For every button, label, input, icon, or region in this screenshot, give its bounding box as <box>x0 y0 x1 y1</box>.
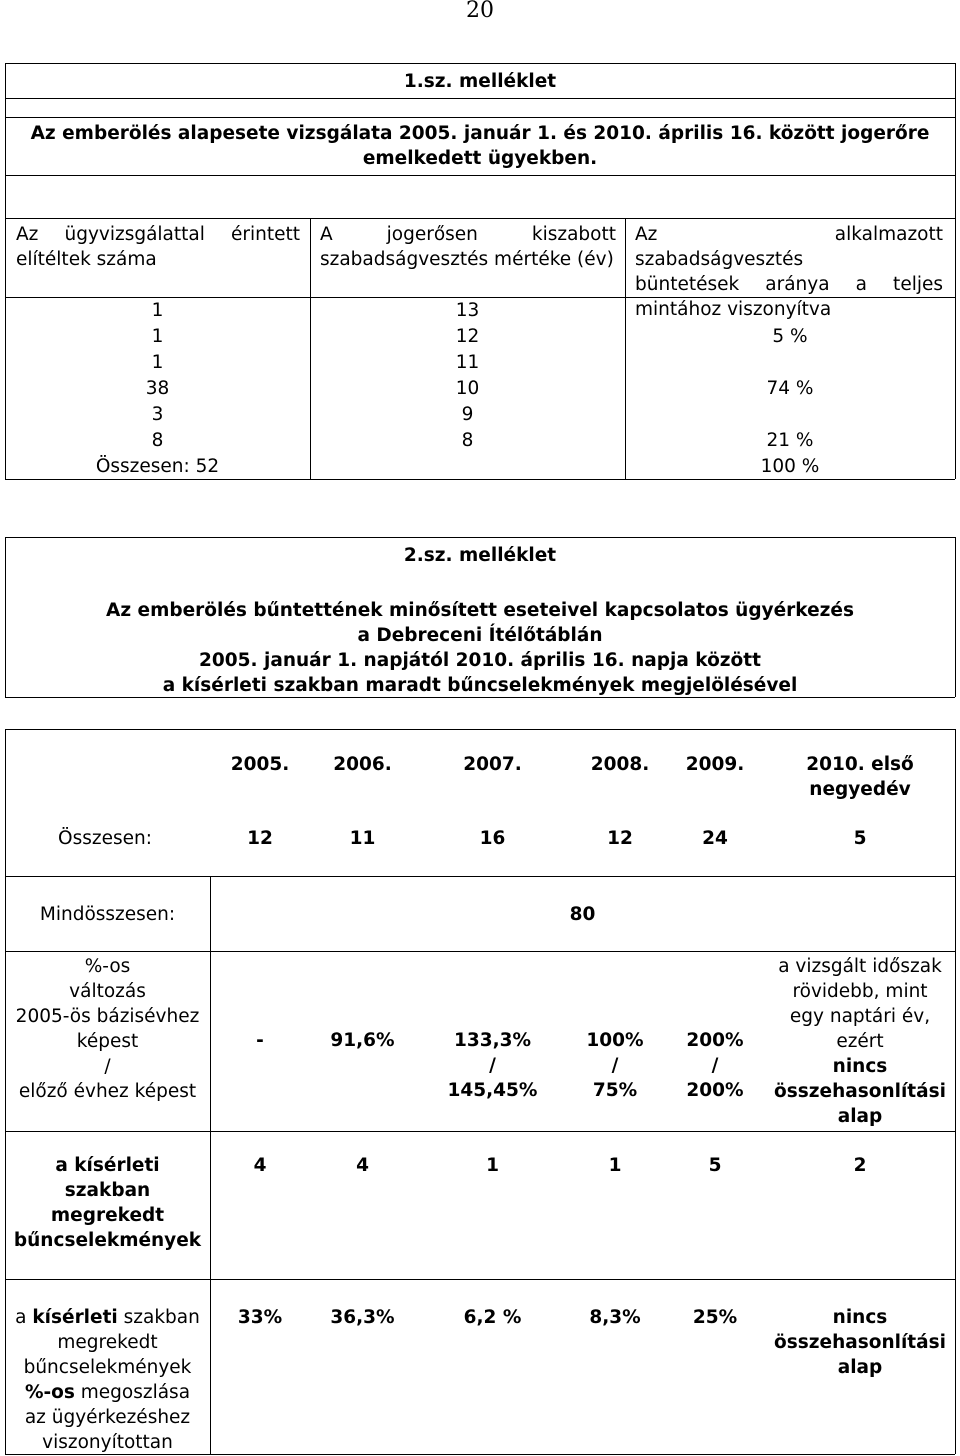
annex1-ratio: 21 % <box>766 430 814 451</box>
share-value: 25% <box>692 1307 738 1328</box>
annex2-heading-line: a Debreceni Ítélőtáblán <box>357 625 603 646</box>
annex1-count: 8 <box>151 430 164 451</box>
annex1-divider <box>5 117 955 118</box>
change-value-2007: 133,3% / 145,45% <box>447 1030 538 1101</box>
annex1-col1-header: Az ügyvizsgálattal érintett elítéltek száma <box>16 224 300 270</box>
annex1-ratio: 74 % <box>766 378 814 399</box>
change-value-2009: 200% / 200% <box>686 1030 744 1101</box>
annex2-row-divider <box>5 1279 955 1280</box>
annex2-row-divider <box>5 1131 955 1132</box>
annex2-right-border <box>955 729 956 1454</box>
year-header: 2008. <box>590 754 650 775</box>
annex1-count: 38 <box>145 378 170 399</box>
attempt-value: 1 <box>608 1155 622 1176</box>
share-value: 8,3% <box>589 1307 641 1328</box>
attempt-value: 4 <box>253 1155 267 1176</box>
annex1-divider <box>5 175 955 176</box>
annex2-heading-line: 2005. január 1. napjától 2010. április 16. napja között <box>199 650 761 671</box>
annex1-count: 1 <box>151 326 164 347</box>
change-note-2010: a vizsgált időszak rövidebb, mint egy naptári év, ezért nincs összehasonlítási alap <box>774 956 946 1127</box>
annex1-total-ratio: 100 % <box>760 456 820 477</box>
total-value: 12 <box>607 828 633 849</box>
share-value: 36,3% <box>330 1307 395 1328</box>
total-value: 16 <box>479 828 506 849</box>
attempt-value: 5 <box>708 1155 722 1176</box>
year-header: 2006. <box>333 754 392 775</box>
page-number: 20 <box>466 0 494 23</box>
annex1-right-border <box>955 63 956 479</box>
annex1-years: 10 <box>455 378 480 399</box>
annex2-top-border <box>5 729 955 730</box>
annex2-heading-line: Az emberölés bűntettének minősített eseteivel kapcsolatos ügyérkezés <box>106 600 854 621</box>
annex2-row-divider <box>5 951 955 952</box>
annex1-years: 13 <box>455 300 480 321</box>
annex2-heading-right-border <box>955 537 956 697</box>
change-value-2005: - <box>256 1030 264 1051</box>
year-header-2010: 2010. első negyedév <box>806 754 914 800</box>
share-value: 33% <box>237 1307 283 1328</box>
year-header: 2009. <box>685 754 745 775</box>
attempt-value: 4 <box>356 1155 369 1176</box>
change-value-2008: 100% / 75% <box>586 1030 644 1101</box>
annex2-row-divider <box>5 876 955 877</box>
annex1-bottom-border <box>5 479 955 480</box>
annex1-years: 12 <box>455 326 480 347</box>
share-note-2010: nincs összehasonlítási alap <box>774 1307 946 1378</box>
share-label: a kísérleti szakban megrekedt bűncselekmények %-os megoszlása az ügyérkezéshez viszonyítottan <box>15 1307 200 1453</box>
annex1-years: 8 <box>461 430 474 451</box>
grand-total-value: 80 <box>569 904 596 925</box>
share-value: 6,2 % <box>463 1307 522 1328</box>
totals-label: Összesen: <box>58 828 152 849</box>
annex1-ratio: 5 % <box>772 326 808 347</box>
annex1-years: 9 <box>461 404 474 425</box>
total-value: 5 <box>853 828 867 849</box>
annex1-col3-header: Az alkalmazott szabadságvesztés büntetések aránya a teljes mintához viszonyítva <box>635 224 943 320</box>
annex2-heading-line: a kísérleti szakban maradt bűncselekmények megjelölésével <box>162 675 798 696</box>
annex2-title: 2.sz. melléklet <box>403 545 557 566</box>
change-value-2006: 91,6% <box>330 1030 395 1051</box>
attempt-label: a kísérleti szakban megrekedt bűncselekmények <box>13 1155 202 1251</box>
annex1-top-border <box>5 63 955 64</box>
total-value: 11 <box>349 828 376 849</box>
total-value: 24 <box>702 828 728 849</box>
grand-total-label: Mindösszesen: <box>39 904 176 925</box>
attempt-value: 1 <box>486 1155 499 1176</box>
change-label: %-os változás 2005-ös bázisévhez képest / előző évhez képest <box>15 956 200 1102</box>
annex1-col2-header: A jogerősen kiszabott szabadságvesztés mértéke (év) <box>320 224 616 270</box>
annex1-title: 1.sz. melléklet <box>403 71 557 92</box>
annex1-subtitle-line2: emelkedett ügyekben. <box>362 148 598 169</box>
attempt-value: 2 <box>853 1155 867 1176</box>
annex1-count: 3 <box>151 404 164 425</box>
year-header: 2007. <box>463 754 522 775</box>
total-value: 12 <box>247 828 273 849</box>
annex1-years: 11 <box>455 352 480 373</box>
annex1-divider <box>5 218 955 219</box>
annex1-divider <box>5 98 955 99</box>
annex1-count: 1 <box>151 300 164 321</box>
annex1-total-label: Összesen: 52 <box>95 456 220 477</box>
year-header: 2005. <box>230 754 290 775</box>
annex1-count: 1 <box>151 352 164 373</box>
annex2-heading-top-border <box>5 537 955 538</box>
annex1-subtitle: Az emberölés alapesete vizsgálata 2005. január 1. és 2010. április 16. között jogerőre <box>30 123 930 144</box>
